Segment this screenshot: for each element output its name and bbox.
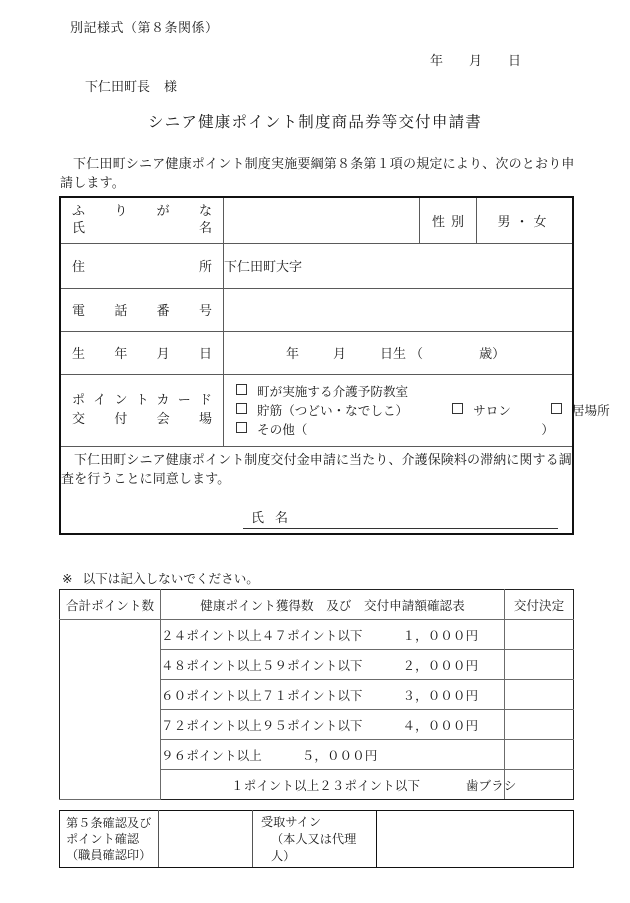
- points-tier-cell: [161, 710, 505, 740]
- points-tier-cell: [161, 770, 517, 800]
- points-tier-amount: 歯ブラシ: [465, 778, 517, 793]
- checkbox-label-3: サロン: [473, 402, 511, 418]
- receipt-signature-label-line1: 受取サイン: [261, 814, 322, 829]
- points-decision-cell[interactable]: [505, 620, 574, 650]
- birth-day-label: 日生: [380, 347, 407, 362]
- points-header-total: 合計ポイント数: [60, 590, 161, 620]
- furigana-label-line2: 氏名: [72, 221, 212, 237]
- table-row-card-venue: [60, 374, 573, 446]
- staff-confirm-label-line1: 第５条確認及び: [66, 816, 152, 830]
- checkbox-row-3: [236, 420, 562, 439]
- points-tier-amount: １，０００円: [402, 628, 479, 643]
- staff-confirmation-table: [59, 810, 574, 868]
- sex-options-cell[interactable]: 男・女: [477, 197, 574, 243]
- points-tier-amount: ５，０００円: [301, 748, 378, 763]
- checkbox-row-1: [236, 382, 562, 401]
- receipt-signature-value-field[interactable]: [377, 811, 574, 868]
- checkbox-label-2: 貯筋（つどい・なでしこ）: [257, 402, 409, 418]
- checkbox-5-close-paren: ）: [541, 421, 554, 437]
- address-value-field[interactable]: 下仁田町大字: [224, 243, 574, 288]
- points-tier-amount: ４，０００円: [402, 718, 479, 733]
- date-line: [430, 50, 521, 69]
- note-text: 以下は記入しないでください。: [82, 571, 259, 586]
- checkbox-sonota[interactable]: [236, 422, 247, 433]
- consent-signature-line[interactable]: [243, 507, 558, 529]
- points-decision-cell[interactable]: [505, 710, 574, 740]
- phone-label-cell: [60, 288, 224, 331]
- card-venue-label-line2: 交付会場: [72, 412, 212, 427]
- birthdate-value-cell[interactable]: [224, 331, 574, 374]
- points-tier-range: ４８ポイント以上５９ポイント以下: [161, 658, 363, 673]
- table-row-birthdate: [60, 331, 573, 374]
- addressee: [85, 76, 177, 95]
- points-tier-range: ６０ポイント以上７１ポイント以下: [161, 688, 363, 703]
- points-header-middle: 健康ポイント獲得数 及び 交付申請額確認表: [161, 590, 505, 620]
- table-row-address: [60, 243, 573, 288]
- card-venue-options-cell: [224, 374, 610, 446]
- table-row-phone: [60, 288, 573, 331]
- note-mark: ※: [62, 571, 73, 586]
- checkbox-label-5: その他（: [257, 421, 308, 437]
- sex-label: 性別: [431, 214, 470, 230]
- points-tier-cell: [161, 620, 505, 650]
- points-header-decision: 交付決定: [505, 590, 574, 620]
- furigana-label-line1: ふりがな: [72, 204, 212, 220]
- staff-confirm-label-line2: ポイント確認: [66, 832, 140, 846]
- consent-name-label: 氏名: [251, 510, 300, 526]
- points-confirmation-table: [59, 589, 574, 800]
- card-venue-label-line1: ポイントカード: [72, 393, 212, 408]
- furigana-label-cell: [60, 197, 224, 243]
- points-tier-range: ７２ポイント以上９５ポイント以下: [161, 718, 363, 733]
- checkbox-row-2: [236, 401, 610, 420]
- points-tier-range: ９６ポイント以上: [161, 748, 262, 763]
- birth-month-label: 月: [333, 347, 347, 362]
- page-title: シニア健康ポイント制度商品券等交付申請書: [147, 113, 482, 131]
- staff-confirm-label-cell: [60, 811, 159, 868]
- form-number: 別記様式（第８条関係）: [70, 21, 219, 36]
- card-venue-label-cell: [60, 374, 224, 446]
- furigana-value-field[interactable]: [224, 197, 420, 243]
- checkbox-ibasho[interactable]: [551, 403, 562, 414]
- phone-label: 電話番号: [72, 304, 212, 319]
- points-tier-cell: [161, 650, 505, 680]
- intro-paragraph: 下仁田町シニア健康ポイント制度実施要綱第８条第１項の規定により、次のとおり申請します。: [60, 157, 575, 191]
- receipt-signature-label-cell: [253, 811, 377, 868]
- points-table-header-row: [60, 590, 574, 620]
- points-total-value[interactable]: [60, 620, 161, 800]
- birthdate-label-cell: [60, 331, 224, 374]
- points-decision-cell[interactable]: [505, 680, 574, 710]
- consent-cell: [60, 446, 573, 534]
- birth-year-label: 年: [286, 347, 300, 362]
- addressee-name: 下仁田町長: [85, 80, 151, 95]
- points-tier-amount: ２，０００円: [402, 658, 479, 673]
- table-row-furigana: [60, 197, 573, 243]
- table-row-consent: [60, 446, 573, 534]
- date-month-label: 月: [469, 54, 483, 69]
- points-decision-cell[interactable]: [505, 740, 574, 770]
- applicant-table: [59, 196, 610, 535]
- date-day-label: 日: [508, 54, 522, 69]
- birthdate-label: 生年月日: [72, 347, 212, 362]
- address-label-cell: [60, 243, 224, 288]
- phone-value-field[interactable]: [224, 288, 574, 331]
- receipt-signature-label-line2: （本人又は代理人）: [271, 831, 357, 863]
- points-tier-cell: [161, 680, 505, 710]
- addressee-honorific: 様: [164, 80, 178, 95]
- points-decision-cell[interactable]: [505, 650, 574, 680]
- points-tier-range: １ポイント以上２３ポイント以下: [231, 778, 420, 793]
- checkbox-kaigo-yobo[interactable]: [236, 384, 247, 395]
- points-tier-cell: [161, 740, 505, 770]
- table-row: [60, 811, 574, 868]
- birth-paren-open: （: [410, 347, 424, 362]
- sex-label-cell: [420, 197, 477, 243]
- staff-confirm-value-field[interactable]: [159, 811, 253, 868]
- birth-age-unit: 歳）: [479, 347, 506, 362]
- checkbox-label-4: 居場所: [571, 402, 610, 418]
- checkbox-label-1: 町が実施する介護予防教室: [257, 383, 409, 399]
- address-label: 住所: [72, 260, 212, 275]
- table-row: [60, 620, 574, 650]
- consent-text: 下仁田町シニア健康ポイント制度交付金申請に当たり、介護保険料の滞納に関する調査を行うことに同意します。: [61, 452, 572, 487]
- points-tier-range: ２４ポイント以上４７ポイント以下: [161, 628, 363, 643]
- date-year-label: 年: [430, 54, 444, 69]
- checkbox-chokin[interactable]: [236, 403, 247, 414]
- checkbox-salon[interactable]: [452, 403, 463, 414]
- points-tier-amount: ３，０００円: [402, 688, 479, 703]
- staff-confirm-label-line3: （職員確認印）: [66, 848, 152, 862]
- note-line: [62, 568, 259, 587]
